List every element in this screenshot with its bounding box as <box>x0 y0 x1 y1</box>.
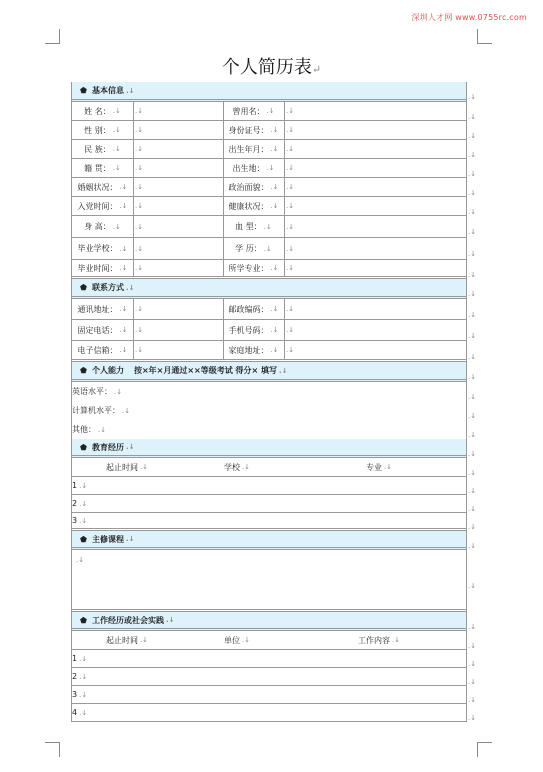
bullet-icon: ⬟ <box>80 86 87 95</box>
paragraph-mark: .↓ <box>263 222 272 231</box>
education-header-row <box>72 458 466 477</box>
field-value-input[interactable] <box>284 159 466 177</box>
work-row <box>72 704 466 722</box>
field-label-text: 入党时间： <box>77 201 118 211</box>
paragraph-mark: .↓ <box>270 202 279 210</box>
field-label <box>72 178 133 196</box>
field-label-text: 通讯地址： <box>77 304 118 314</box>
bullet-icon: ⬟ <box>80 366 87 375</box>
ability-label[interactable] <box>72 401 466 420</box>
row-number[interactable] <box>72 650 466 667</box>
paragraph-mark: .↓ <box>468 622 477 631</box>
field-label <box>223 299 284 319</box>
basic-info-row <box>72 216 466 238</box>
paragraph-mark: .↓ <box>122 406 131 415</box>
paragraph-mark: .↓ <box>468 250 477 258</box>
paragraph-mark: .↓ <box>135 346 144 354</box>
field-label-text: 电子信箱： <box>77 345 118 355</box>
section-header-basic <box>72 82 466 102</box>
paragraph-mark: .↓ <box>468 93 477 101</box>
row-number-text: 2 <box>72 672 78 681</box>
ability-row <box>72 420 466 439</box>
basic-info-row <box>72 197 466 216</box>
row-number[interactable] <box>72 686 466 703</box>
field-value-input[interactable] <box>133 320 223 340</box>
field-label-text: 出生年月： <box>228 144 269 154</box>
field-value-input[interactable] <box>284 320 466 340</box>
paragraph-mark: .↓ <box>270 183 279 191</box>
paragraph-mark: .↓ <box>468 310 477 319</box>
field-label <box>223 159 284 177</box>
column-header-text: 工作内容 <box>357 635 390 645</box>
column-header <box>72 458 182 476</box>
paragraph-mark: .↓ <box>383 463 393 471</box>
contact-row <box>72 299 466 320</box>
paragraph-mark: .↓ <box>286 244 295 253</box>
ability-row <box>72 382 466 401</box>
section-title: 基本信息 <box>91 86 124 95</box>
bullet-icon: ⬟ <box>80 615 87 625</box>
basic-info-row <box>72 238 466 260</box>
field-value-input[interactable] <box>133 341 223 359</box>
field-label-text: 毕业学校： <box>77 244 118 253</box>
paragraph-mark: .↓ <box>79 516 88 525</box>
paragraph-mark: .↓ <box>468 228 477 236</box>
row-number-text: 3 <box>72 516 78 525</box>
paragraph-mark: .↓ <box>135 222 144 231</box>
page-title-text: 个人简历表 <box>221 57 312 78</box>
field-label-text: 所学专业： <box>228 263 269 273</box>
paragraph-mark: .↓ <box>286 107 295 115</box>
paragraph-mark: .↓ <box>165 616 175 624</box>
paragraph-mark: .↓ <box>135 126 144 134</box>
bullet-icon: ⬟ <box>80 283 87 292</box>
paragraph-mark: .↓ <box>286 202 295 210</box>
paragraph-mark: .↓ <box>135 202 144 210</box>
paragraph-mark: .↓ <box>468 270 477 279</box>
field-value-input[interactable] <box>284 102 466 120</box>
field-label <box>72 341 133 359</box>
paragraph-mark: .↓ <box>468 207 477 216</box>
field-value-input[interactable] <box>133 159 223 177</box>
paragraph-mark: .↓ <box>135 164 144 172</box>
paragraph-mark: .↓ <box>119 183 128 191</box>
field-value-input[interactable] <box>133 299 223 319</box>
crop-mark-bottom-left <box>45 742 60 757</box>
paragraph-mark: .↓ <box>112 164 121 172</box>
field-label-text: 健康状况： <box>228 201 269 211</box>
field-label <box>223 140 284 158</box>
field-value-input[interactable] <box>284 216 466 237</box>
field-value-input[interactable] <box>133 102 223 120</box>
field-label-text: 学 历： <box>235 244 262 253</box>
paragraph-mark: .↓ <box>263 244 272 253</box>
paragraph-mark: .↓ <box>119 202 128 210</box>
paragraph-mark: .↓ <box>279 366 288 375</box>
courses-content-area[interactable] <box>72 550 466 612</box>
section-note: 按×年×月通过××等级考试 得分× 填写 <box>133 366 278 375</box>
field-value-input[interactable] <box>284 238 466 259</box>
paragraph-mark: .↓ <box>266 164 275 172</box>
field-label-text: 毕业时间： <box>77 263 118 273</box>
paragraph-mark: .↓ <box>135 244 144 253</box>
page-title <box>0 53 543 79</box>
paragraph-mark: .↓ <box>119 346 128 354</box>
paragraph-mark: .↓ <box>135 183 144 191</box>
column-header <box>292 631 466 649</box>
paragraph-mark: .↓ <box>79 481 88 490</box>
column-header-text: 专业 <box>365 462 382 472</box>
ability-label[interactable] <box>72 420 466 439</box>
field-value-input[interactable] <box>133 121 223 139</box>
field-label <box>72 260 133 276</box>
ability-label-text: 英语水平： <box>72 387 112 396</box>
paragraph-mark: .↓ <box>286 264 295 272</box>
paragraph-mark: .↓ <box>468 523 477 531</box>
field-label <box>72 238 133 259</box>
contact-row <box>72 341 466 362</box>
paragraph-mark: .↓ <box>286 126 295 134</box>
crop-mark-top-right <box>477 29 492 44</box>
field-label <box>223 260 284 276</box>
row-number[interactable] <box>72 668 466 685</box>
field-label-text: 政治面貌： <box>228 182 269 192</box>
field-label-text: 姓 名： <box>84 106 111 116</box>
field-label-text: 民 族： <box>84 144 111 154</box>
paragraph-mark: .↓ <box>468 290 477 298</box>
basic-info-row <box>72 102 466 121</box>
contact-row <box>72 320 466 341</box>
paragraph-mark: .↓ <box>135 264 144 272</box>
paragraph-mark: .↓ <box>468 487 477 495</box>
crop-mark-top-left <box>45 29 60 44</box>
row-number[interactable] <box>72 704 466 721</box>
field-label <box>223 320 284 340</box>
paragraph-mark: .↓ <box>270 305 279 313</box>
paragraph-mark: .↓ <box>241 636 251 644</box>
field-label <box>223 102 284 120</box>
paragraph-mark: .↓ <box>79 672 88 681</box>
field-value-input[interactable] <box>133 140 223 158</box>
ability-label[interactable] <box>72 382 466 401</box>
field-label <box>72 140 133 158</box>
paragraph-mark: .↓ <box>135 326 144 334</box>
row-number-text: 1 <box>72 654 78 663</box>
resume-form <box>71 82 467 722</box>
bullet-icon: ⬟ <box>80 534 87 544</box>
paragraph-mark: .↓ <box>468 582 477 590</box>
field-label-text: 性 别： <box>84 125 111 135</box>
paragraph-mark: .↓ <box>112 145 121 153</box>
basic-info-row <box>72 140 466 159</box>
field-value-input[interactable] <box>133 178 223 196</box>
paragraph-mark: .↓ <box>286 305 295 313</box>
paragraph-mark: .↓ <box>286 326 295 334</box>
paragraph-mark-icon: ↵ <box>311 63 322 76</box>
field-label <box>72 102 133 120</box>
row-number-text: 4 <box>72 708 78 717</box>
paragraph-mark: .↓ <box>468 641 477 650</box>
education-row <box>72 513 466 531</box>
section-header-courses <box>72 531 466 550</box>
paragraph-mark: .↓ <box>468 449 477 458</box>
paragraph-mark: .↓ <box>468 714 477 722</box>
paragraph-mark: .↓ <box>139 636 149 644</box>
section-header-education <box>72 439 466 458</box>
column-header <box>72 631 182 649</box>
paragraph-mark: .↓ <box>286 346 295 354</box>
basic-info-row <box>72 260 466 279</box>
paragraph-mark: .↓ <box>270 264 279 272</box>
section-title: 个人能力 <box>91 366 124 375</box>
paragraph-mark: .↓ <box>468 541 477 550</box>
paragraph-mark: .↓ <box>119 326 128 334</box>
paragraph-mark: .↓ <box>112 107 121 115</box>
paragraph-mark: .↓ <box>112 222 121 231</box>
column-header-text: 单位 <box>223 635 240 645</box>
field-label <box>223 341 284 359</box>
paragraph-mark: .↓ <box>286 164 295 172</box>
field-value-input[interactable] <box>133 197 223 215</box>
paragraph-mark: .↓ <box>468 188 477 197</box>
paragraph-mark: .↓ <box>112 126 121 134</box>
paragraph-mark: .↓ <box>266 107 275 115</box>
field-label <box>72 121 133 139</box>
field-value-input[interactable] <box>133 238 223 259</box>
paragraph-mark: .↓ <box>135 107 144 115</box>
field-label <box>72 159 133 177</box>
work-header-row <box>72 631 466 650</box>
field-label <box>72 320 133 340</box>
basic-info-row <box>72 159 466 178</box>
paragraph-mark: .↓ <box>125 535 135 543</box>
row-number-text: 1 <box>72 481 78 490</box>
paragraph-mark: .↓ <box>468 331 477 340</box>
paragraph-mark: .↓ <box>241 463 251 471</box>
paragraph-mark: .↓ <box>125 86 135 95</box>
paragraph-mark: .↓ <box>119 264 128 272</box>
paragraph-mark: .↓ <box>270 145 279 153</box>
work-row <box>72 686 466 704</box>
ability-label-text: 计算机水平： <box>72 406 120 415</box>
basic-info-row <box>72 121 466 140</box>
section-title: 主修课程 <box>91 534 124 544</box>
paragraph-mark: .↓ <box>119 305 128 313</box>
paragraph-mark: .↓ <box>139 463 149 471</box>
paragraph-mark: .↓ <box>468 660 477 668</box>
field-label-text: 婚姻状况： <box>77 182 118 192</box>
section-title: 联系方式 <box>91 283 124 292</box>
ability-label-text: 其他： <box>72 425 96 434</box>
paragraph-mark: .↓ <box>79 654 88 663</box>
paragraph-mark: .↓ <box>468 411 477 420</box>
field-label-text: 出生地： <box>232 163 265 173</box>
field-label-text: 手机号码： <box>228 325 269 335</box>
work-row <box>72 668 466 686</box>
paragraph-mark: .↓ <box>468 112 477 121</box>
paragraph-mark: .↓ <box>468 131 477 140</box>
paragraph-mark: .↓ <box>468 505 477 513</box>
field-label-text: 邮政编码： <box>228 304 269 314</box>
watermark: 深圳人才网 www.0755rc.com <box>411 13 527 22</box>
paragraph-mark: .↓ <box>79 690 88 699</box>
paragraph-mark: .↓ <box>468 352 477 361</box>
section-title: 工作经历或社会实践 <box>91 615 164 625</box>
column-header-text: 起止时间 <box>105 462 138 472</box>
paragraph-mark: .↓ <box>286 222 295 231</box>
paragraph-mark: .↓ <box>270 346 279 354</box>
paragraph-mark: .↓ <box>135 305 144 313</box>
column-header-text: 学校 <box>223 462 240 472</box>
basic-info-row <box>72 178 466 197</box>
field-value-input[interactable] <box>284 178 466 196</box>
paragraph-mark: .↓ <box>468 169 477 178</box>
field-label-text: 曾用名： <box>232 106 265 116</box>
field-label <box>72 197 133 215</box>
paragraph-mark: .↓ <box>270 326 279 334</box>
field-value-input[interactable] <box>284 197 466 215</box>
paragraph-mark: .↓ <box>125 283 135 292</box>
row-number-text: 3 <box>72 690 78 699</box>
column-header <box>292 458 466 476</box>
education-row <box>72 477 466 495</box>
section-title: 教育经历 <box>91 442 124 452</box>
column-header <box>182 458 292 476</box>
paragraph-mark: .↓ <box>270 126 279 134</box>
field-value-input[interactable] <box>284 341 466 359</box>
paragraph-mark: .↓ <box>114 387 123 396</box>
row-number[interactable] <box>72 495 466 512</box>
field-label <box>223 238 284 259</box>
field-label-text: 身份证号： <box>228 125 269 135</box>
column-header-text: 起止时间 <box>105 635 138 645</box>
field-label <box>72 216 133 237</box>
field-label-text: 籍 贯： <box>84 163 111 173</box>
paragraph-mark: .↓ <box>468 150 477 159</box>
paragraph-mark: .↓ <box>125 443 135 451</box>
row-number-text: 2 <box>72 499 78 508</box>
paragraph-mark: .↓ <box>135 145 144 153</box>
paragraph-mark: .↓ <box>468 468 477 477</box>
ability-row <box>72 401 466 420</box>
field-value-input[interactable] <box>284 260 466 276</box>
column-header <box>182 631 292 649</box>
paragraph-mark: .↓ <box>119 244 128 253</box>
field-label <box>223 197 284 215</box>
field-label-text: 身 高： <box>84 222 111 231</box>
paragraph-mark: .↓ <box>286 183 295 191</box>
paragraph-mark: .↓ <box>76 556 85 564</box>
field-value-input[interactable] <box>284 121 466 139</box>
row-number[interactable] <box>72 513 466 528</box>
field-value-input[interactable] <box>133 260 223 276</box>
crop-mark-bottom-right <box>477 742 492 757</box>
paragraph-mark: .↓ <box>79 708 88 717</box>
field-label <box>223 178 284 196</box>
field-label-text: 固定电话： <box>77 325 118 335</box>
field-value-input[interactable] <box>133 216 223 237</box>
section-header-work <box>72 612 466 631</box>
field-label <box>223 121 284 139</box>
paragraph-mark: .↓ <box>98 425 107 434</box>
paragraph-mark: .↓ <box>286 145 295 153</box>
field-label-text: 血 型： <box>235 222 262 231</box>
field-value-input[interactable] <box>284 299 466 319</box>
paragraph-mark: .↓ <box>391 636 401 644</box>
field-label <box>72 299 133 319</box>
field-label-text: 家庭地址： <box>228 345 269 355</box>
section-header-ability <box>72 362 466 382</box>
bullet-icon: ⬟ <box>80 442 87 452</box>
paragraph-mark: .↓ <box>468 373 477 381</box>
section-header-contact <box>72 279 466 299</box>
paragraph-mark: .↓ <box>468 392 477 401</box>
paragraph-mark: .↓ <box>468 696 477 704</box>
field-label <box>223 216 284 237</box>
paragraph-mark: .↓ <box>468 678 477 686</box>
education-row <box>72 495 466 513</box>
paragraph-mark: .↓ <box>79 499 88 508</box>
paragraph-mark: .↓ <box>468 430 477 439</box>
row-number[interactable] <box>72 477 466 494</box>
work-row <box>72 650 466 668</box>
field-value-input[interactable] <box>284 140 466 158</box>
